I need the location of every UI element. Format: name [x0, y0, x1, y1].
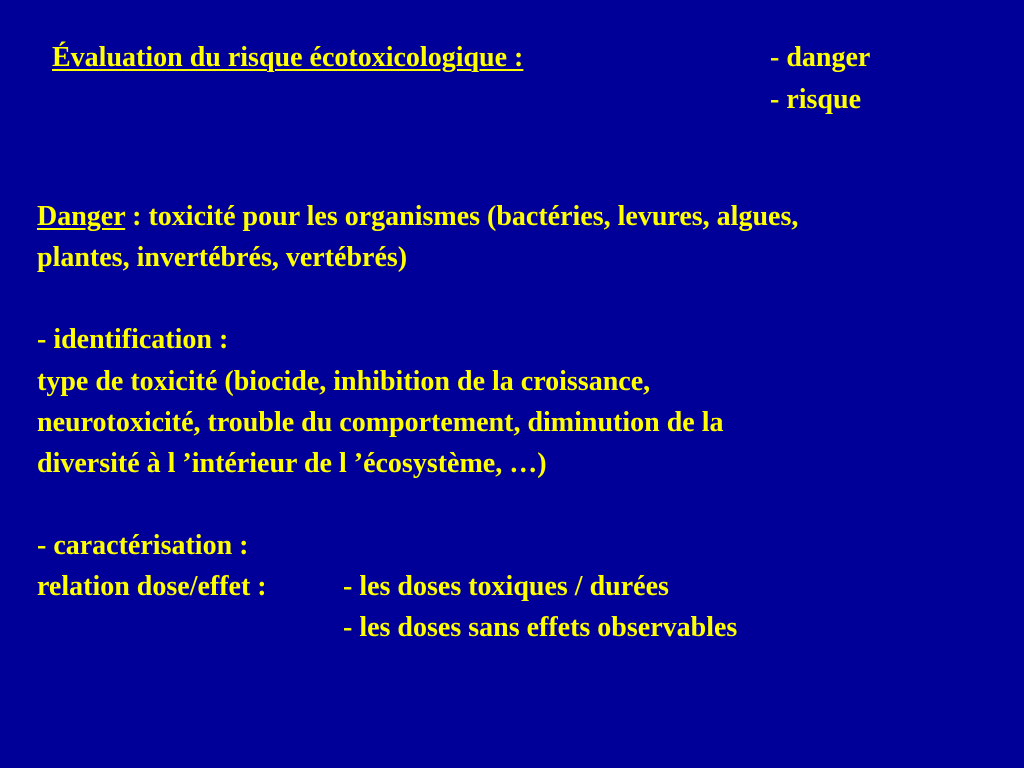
danger-definition-line-2: plantes, invertébrés, vertébrés)	[37, 242, 408, 273]
identification-line-3: diversité à l ’intérieur de l ’écosystème, …)	[37, 448, 547, 479]
identification-heading: - identification :	[37, 324, 229, 355]
danger-definition-line-1	[37, 197, 798, 237]
identification-line-2: neurotoxicité, trouble du comportement, diminution de la	[37, 407, 724, 438]
relation-item-toxic-doses: - les doses toxiques / durées	[343, 571, 669, 602]
relation-item-no-effect-doses: - les doses sans effets observables	[343, 612, 738, 643]
identification-line-1: type de toxicité (biocide, inhibition de la croissance,	[37, 366, 651, 397]
danger-term: Danger	[37, 201, 126, 232]
danger-definition-text: : toxicité pour les organismes (bactéries, levures, algues,	[125, 201, 799, 232]
caracterisation-heading: - caractérisation :	[37, 530, 249, 561]
relation-label: relation dose/effet :	[37, 571, 267, 602]
slide-title: Évaluation du risque écotoxicologique :	[52, 42, 524, 73]
title-item-risque: - risque	[770, 84, 861, 115]
title-item-danger: - danger	[770, 42, 871, 73]
